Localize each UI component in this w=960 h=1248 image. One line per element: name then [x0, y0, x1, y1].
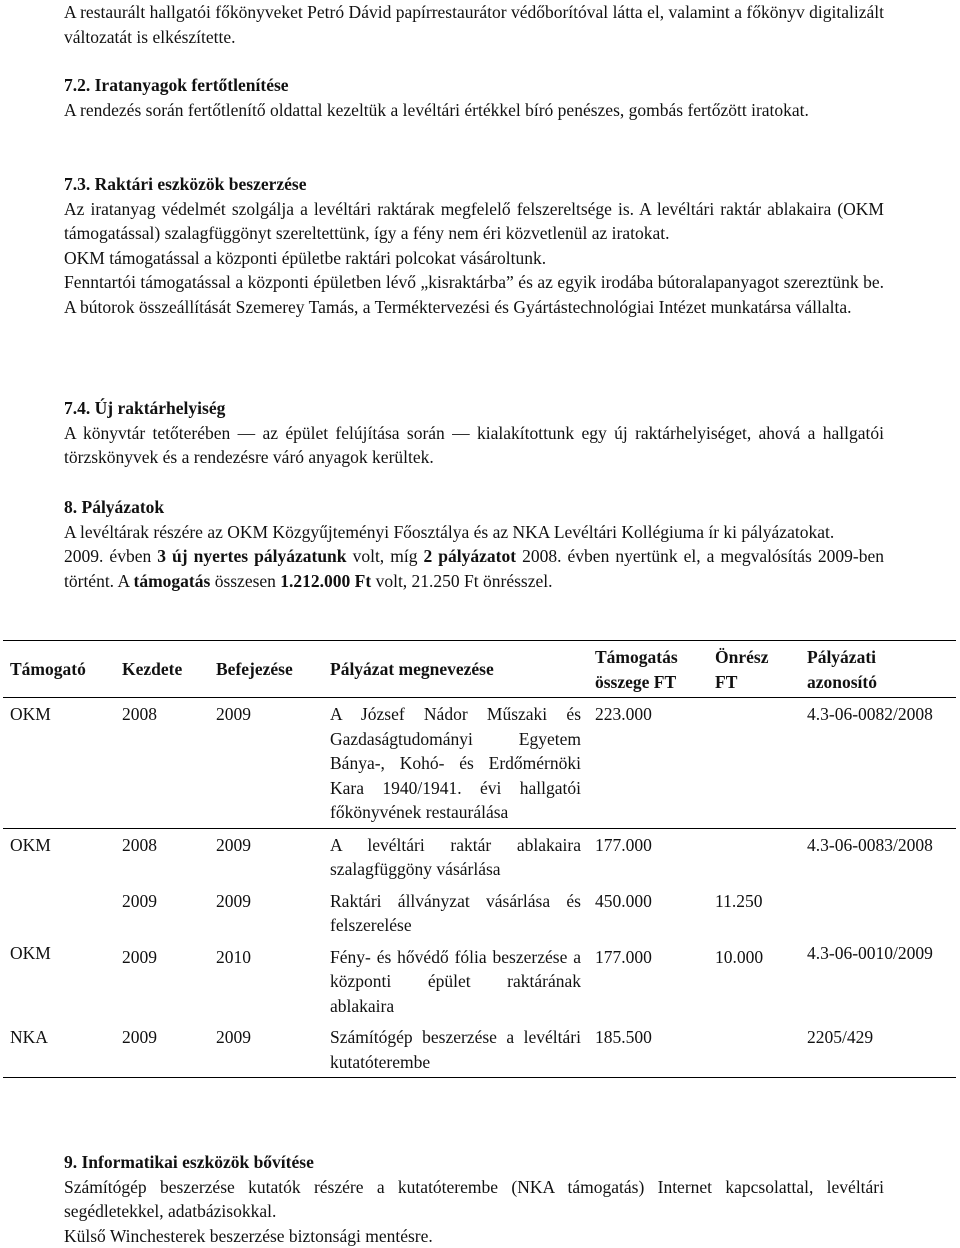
text-run: összesen — [210, 570, 281, 591]
table-row — [3, 885, 956, 941]
table-cell: 450.000 — [595, 890, 652, 911]
table-row — [3, 828, 956, 885]
bold-run: 2 pályázatot — [423, 546, 517, 566]
table-cell: 4.3-06-0082/2008 — [807, 704, 933, 724]
section-9-heading: 9. Informatikai eszközök bővítése — [64, 1152, 314, 1172]
table-cell: 2205/429 — [807, 1027, 874, 1047]
table-cell: 2009 — [122, 890, 157, 911]
table-cell: 177.000 — [595, 834, 652, 855]
header-cell: Önrész FT — [715, 647, 769, 692]
table-row — [3, 698, 956, 829]
section-8-heading: 8. Pályázatok — [64, 497, 165, 517]
section-8-paragraph-2 — [64, 544, 884, 593]
table-cell: 2009 — [216, 890, 251, 911]
section-7-2-heading: 7.2. Iratanyagok fertőtlenítése — [64, 75, 289, 95]
table-cell: NKA — [10, 1027, 48, 1047]
table-cell: 2009 — [216, 834, 251, 855]
table-cell: 4.3-06-0083/2008 — [807, 834, 933, 855]
table-cell: 223.000 — [595, 704, 652, 724]
table-cell: 177.000 — [595, 946, 652, 967]
section-7-3 — [64, 172, 884, 319]
section-9-paragraph-2: Külső Winchesterek beszerzése biztonsági mentésre. — [64, 1225, 433, 1246]
bold-run: 3 új nyertes pályázatunk — [157, 546, 347, 566]
header-cell: Pályázat megnevezése — [330, 659, 494, 680]
table-cell: A József Nádor Műszaki és Gazdaságtudományi Egyetem Bánya-, Kohó- és Erdőmérnöki Kara 1940/1941. évi hallgatói főkönyvének restaurálása — [330, 704, 581, 822]
table-cell: 2009 — [216, 1027, 251, 1047]
table-header-row — [3, 641, 956, 698]
section-7-3-paragraph-2: OKM támogatással a központi épületbe raktári polcokat vásároltunk. — [64, 247, 547, 268]
table-cell: 2010 — [216, 946, 251, 967]
grants-table-wrapper — [3, 640, 956, 1078]
section-7-4-heading: 7.4. Új raktárhelyiség — [64, 398, 226, 418]
intro-section — [64, 0, 884, 49]
text-run: volt, 21.250 Ft önrésszel. — [371, 570, 553, 591]
table-cell: OKM — [10, 704, 51, 724]
table-cell: 4.3-06-0010/2009 — [807, 943, 933, 963]
text-run: 2008. évben nyertünk el, a megvalósítás 2009-ben történt. A — [64, 546, 885, 591]
table-cell: A levéltári raktár ablakaira szalagfüggöny vásárlása — [330, 834, 581, 879]
table-cell: OKM — [10, 943, 51, 963]
table-row — [3, 1021, 956, 1078]
table-cell: 11.250 — [715, 890, 763, 911]
header-cell: Pályázati azonosító — [807, 647, 877, 692]
section-7-3-heading: 7.3. Raktári eszközök beszerzése — [64, 174, 307, 194]
table-cell — [708, 1021, 800, 1078]
table-cell: 2009 — [216, 704, 251, 724]
table-cell: Fény- és hővédő fólia beszerzése a központi épület raktárának ablakaira — [330, 946, 581, 1016]
section-7-3-paragraph-3: Fenntartói támogatással a központi épületben lévő „kisraktárba” és az egyik irodába bútoralapanyagot szereztünk be. A bútorok összeállítását Szemerey Tamás, a Terméktervezési és Gyártástechnológiai Intézet munkatársa vállalta. — [64, 272, 884, 317]
header-cell: Támogatás összege FT — [595, 647, 678, 692]
section-7-4 — [64, 396, 884, 470]
text-run: volt, míg — [346, 546, 424, 566]
table-cell: Számítógép beszerzése a levéltári kutatóterembe — [330, 1027, 581, 1072]
bold-run: támogatás — [133, 570, 211, 591]
table-cell: 2009 — [122, 1027, 157, 1047]
section-9 — [64, 1150, 884, 1248]
section-7-3-paragraph-1: Az iratanyag védelmét szolgálja a levéltári raktárak megfelelő felszereltsége is. A levéltári raktár ablakaira (OKM támogatással) szalagfüggönyt szereltettünk, így a fény nem éri közvetlenül az iratokat. — [64, 198, 884, 243]
bold-run: 1.212.000 Ft — [280, 570, 372, 591]
header-cell: Kezdete — [122, 659, 183, 680]
section-7-2-paragraph: A rendezés során fertőtlenítő oldattal kezeltük a levéltári értékkel bíró penészes, gombás fertőzött iratokat. — [64, 99, 809, 120]
grants-table — [3, 640, 956, 1078]
section-8 — [64, 495, 884, 593]
table-cell: 2008 — [122, 834, 157, 855]
header-cell: Támogató — [10, 659, 86, 680]
section-7-2 — [64, 73, 884, 122]
section-9-paragraph-1: Számítógép beszerzése kutatók részére a kutatóterembe (NKA támogatás) Internet kapcsolattal, levéltári segédletekkel, adatbázisokkal. — [64, 1176, 884, 1221]
section-7-4-paragraph: A könyvtár tetőterében ― az épület felújítása során ― kialakítottunk egy új raktárhelyiséget, ahová a hallgatói törzskönyvek és a rendezésre váró anyagok kerültek. — [64, 422, 884, 467]
table-cell: 185.500 — [595, 1027, 652, 1047]
intro-paragraph: A restaurált hallgatói főkönyveket Petró Dávid papírrestaurátor védőborítóval látta el, valamint a főkönyv digitalizált változatát is elkészítette. — [64, 2, 884, 47]
table-cell: Raktári állványzat vásárlása és felszerelése — [330, 890, 581, 935]
header-cell: Befejezése — [216, 659, 293, 680]
table-cell: 2009 — [122, 946, 157, 967]
table-cell: OKM — [10, 834, 51, 855]
table-cell: 2008 — [122, 704, 157, 724]
section-8-paragraph-1: A levéltárak részére az OKM Közgyűjteményi Főosztálya és az NKA Levéltári Kollégiuma ír ki pályázatokat. — [64, 521, 835, 542]
table-cell — [708, 828, 800, 885]
text-run: 2009. évben — [64, 546, 158, 566]
table-cell: 10.000 — [715, 946, 764, 967]
table-cell — [708, 698, 800, 829]
